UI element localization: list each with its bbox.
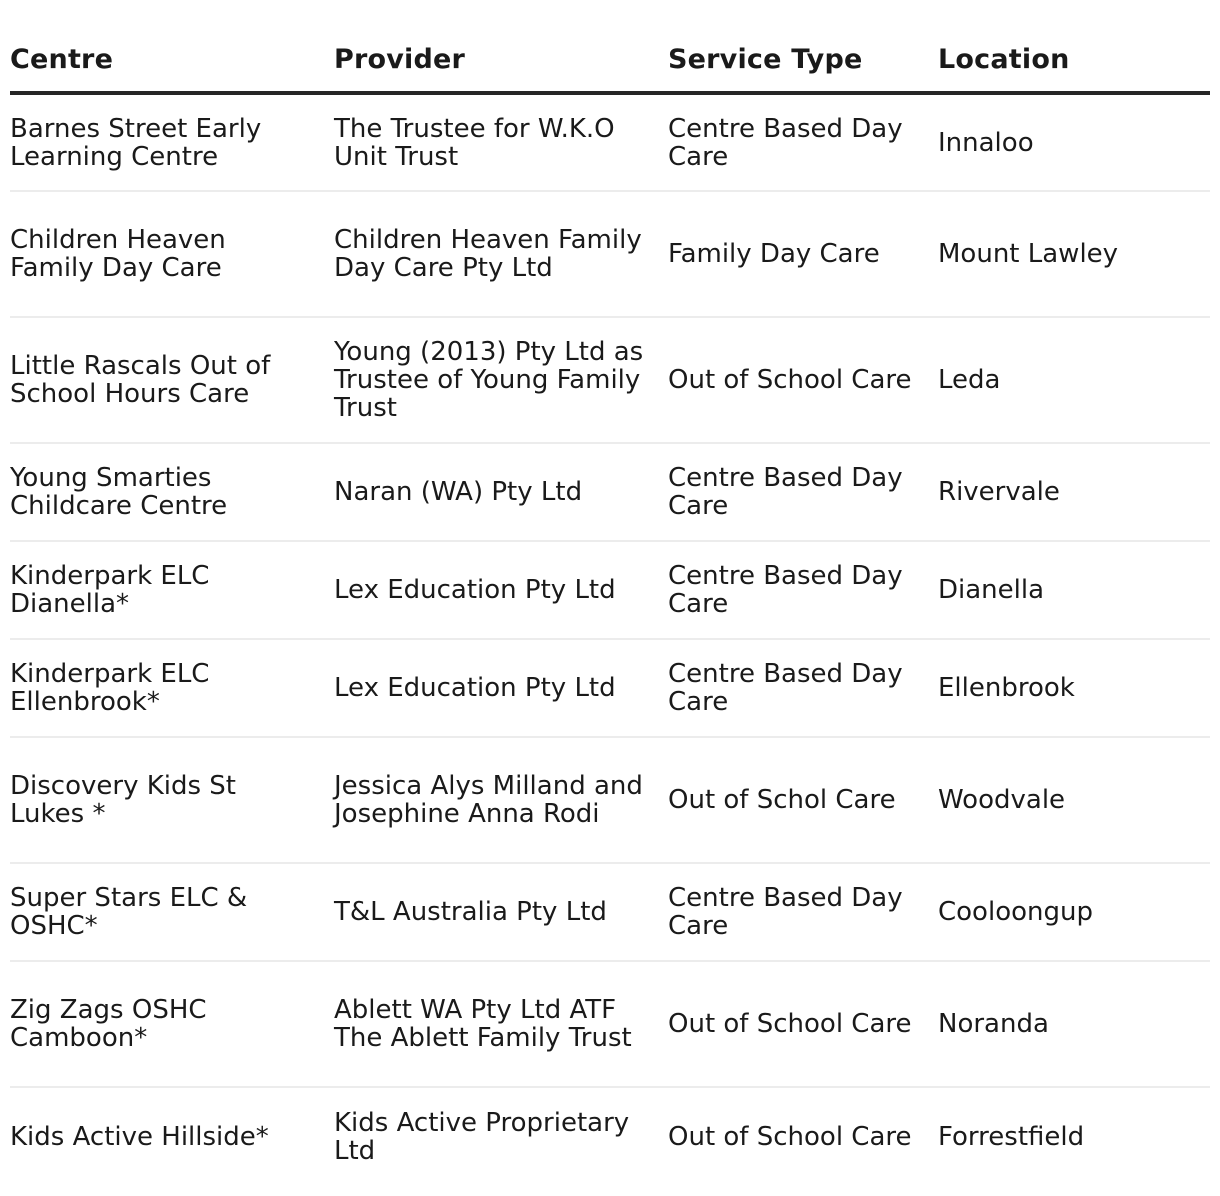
cell-centre: Little Rascals Out of School Hours Care bbox=[10, 317, 334, 443]
cell-provider: Jessica Alys Milland and Josephine Anna Rodi bbox=[334, 737, 668, 863]
cell-provider: Children Heaven Family Day Care Pty Ltd bbox=[334, 191, 668, 317]
cell-location: Innaloo bbox=[938, 93, 1210, 191]
cell-location: Forrestfield bbox=[938, 1121, 1085, 1152]
table-row bbox=[10, 863, 1210, 961]
cell-provider: Lex Education Pty Ltd bbox=[334, 639, 668, 737]
cell-provider: Naran (WA) Pty Ltd bbox=[334, 443, 668, 541]
cell-location: Rivervale bbox=[938, 443, 1210, 541]
header-service-type: Service Type bbox=[668, 0, 938, 93]
cell-service-type: Centre Based Day Care bbox=[668, 541, 938, 639]
cell-centre: Children Heaven Family Day Care bbox=[10, 191, 334, 317]
table-row bbox=[10, 191, 1210, 317]
cell-centre: Kinderpark ELC Ellenbrook* bbox=[10, 639, 334, 737]
cell-location: Leda bbox=[938, 317, 1210, 443]
header-centre: Centre bbox=[10, 0, 334, 93]
table-body bbox=[10, 93, 1210, 1185]
header-row bbox=[10, 0, 1210, 93]
cell-service-type: Centre Based Day Care bbox=[668, 443, 938, 541]
table-row bbox=[10, 93, 1210, 191]
cell-provider: Ablett WA Pty Ltd ATF The Ablett Family Trust bbox=[334, 961, 668, 1087]
cell-centre: Super Stars ELC & OSHC* bbox=[10, 863, 334, 961]
cell-provider: Lex Education Pty Ltd bbox=[334, 541, 668, 639]
cell-service-type: Centre Based Day Care bbox=[668, 639, 938, 737]
header-location: Location bbox=[938, 0, 1210, 93]
cell-service-type: Out of Schol Care bbox=[668, 737, 938, 863]
cell-centre: Kinderpark ELC Dianella* bbox=[10, 541, 334, 639]
centres-table-container bbox=[10, 0, 1210, 1185]
cell-service-type: Out of School Care bbox=[668, 1121, 912, 1152]
cell-location: Noranda bbox=[938, 961, 1210, 1087]
table-row bbox=[10, 317, 1210, 443]
cell-service-type: Family Day Care bbox=[668, 191, 938, 317]
table-header bbox=[10, 0, 1210, 93]
cell-location: Cooloongup bbox=[938, 863, 1210, 961]
table-row bbox=[10, 541, 1210, 639]
cell-location: Woodvale bbox=[938, 737, 1210, 863]
cell-provider: The Trustee for W.K.O Unit Trust bbox=[334, 93, 668, 191]
cell-service-type: Centre Based Day Care bbox=[668, 863, 938, 961]
cell-location: Mount Lawley bbox=[938, 191, 1210, 317]
cell-provider: Kids Active Proprietary Ltd bbox=[334, 1107, 630, 1166]
centres-table bbox=[10, 0, 1210, 1185]
cell-provider: T&L Australia Pty Ltd bbox=[334, 863, 668, 961]
cell-centre: Barnes Street Early Learning Centre bbox=[10, 93, 334, 191]
cell-location: Dianella bbox=[938, 541, 1210, 639]
cell-service-type: Centre Based Day Care bbox=[668, 93, 938, 191]
cell-centre: Zig Zags OSHC Camboon* bbox=[10, 961, 334, 1087]
cell-location: Ellenbrook bbox=[938, 639, 1210, 737]
table-row bbox=[10, 443, 1210, 541]
table-row bbox=[10, 737, 1210, 863]
cell-service-type: Out of School Care bbox=[668, 317, 938, 443]
header-provider: Provider bbox=[334, 0, 668, 93]
cell-centre: Young Smarties Childcare Centre bbox=[10, 443, 334, 541]
table-row bbox=[10, 961, 1210, 1087]
cell-provider: Young (2013) Pty Ltd as Trustee of Young Family Trust bbox=[334, 317, 668, 443]
cell-centre: Kids Active Hillside* bbox=[10, 1121, 269, 1152]
table-row bbox=[10, 1087, 1210, 1185]
cell-service-type: Out of School Care bbox=[668, 961, 938, 1087]
cell-centre: Discovery Kids St Lukes * bbox=[10, 737, 334, 863]
table-row bbox=[10, 639, 1210, 737]
